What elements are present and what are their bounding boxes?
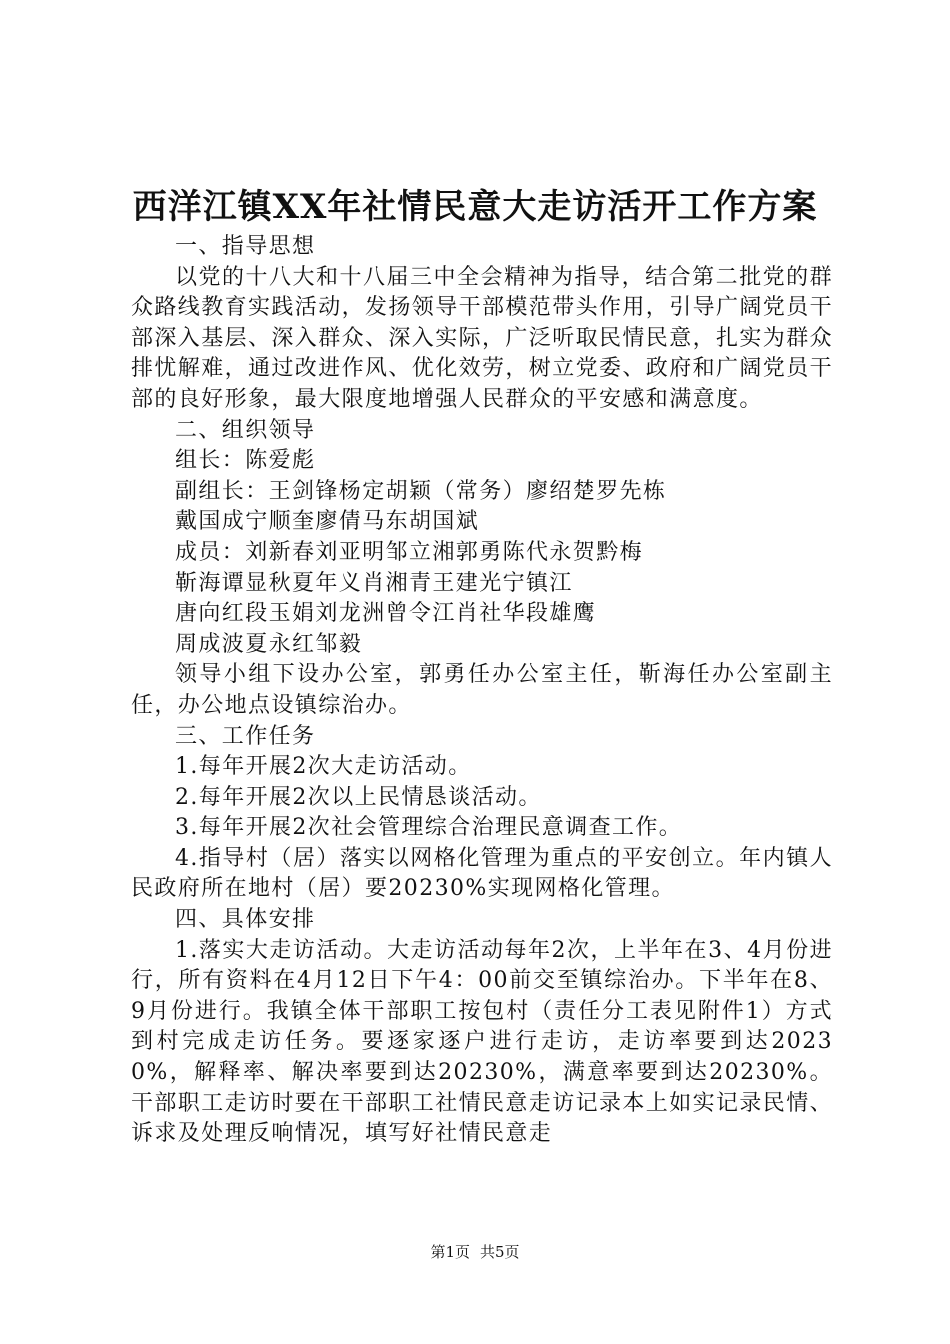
paragraph-members-cont-3: 周成波夏永红邹毅 xyxy=(175,631,363,657)
paragraph-office: 领导小组下设办公室，郭勇任办公室主任，靳海任办公室副主任，办公地点设镇综治办。 xyxy=(131,662,833,718)
paragraph-task-4: 4.指导村（居）落实以网格化管理为重点的平安创立。年内镇人民政府所在地村（居）要20230%实现网格化管理。 xyxy=(131,845,833,902)
paragraph-members: 成员：刘新春刘亚明邹立湘郭勇陈代永贺黔梅 xyxy=(175,539,644,565)
section-heading-tasks: 三、工作任务 xyxy=(175,723,316,749)
section-heading-guiding-thought: 一、指导思想 xyxy=(175,234,316,259)
section-heading-organization: 二、组织领导 xyxy=(175,417,316,443)
page-total: 共5页 xyxy=(480,1243,520,1261)
paragraph-deputy-leaders-cont: 戴国成宁顺奎廖倩马东胡国斌 xyxy=(175,509,480,535)
page-footer xyxy=(0,1242,950,1262)
paragraph-deputy-leaders: 副组长：王剑锋杨定胡颖（常务）廖绍楚罗先栋 xyxy=(175,478,667,504)
paragraph-task-2: 2.每年开展2次以上民情恳谈活动。 xyxy=(175,784,542,810)
page-number: 第1页 xyxy=(430,1243,470,1261)
document-body xyxy=(131,232,833,1150)
paragraph-group-leader: 组长：陈爱彪 xyxy=(175,448,316,474)
paragraph-arrangement-1: 1.落实大走访活动。大走访活动每年2次，上半年在3、4月份进行，所有资料在4月12日下午4：00前交至镇综治办。下半年在8、9月份进行。我镇全体干部职工按包村（责任分工表见附件1）方式到村完成走访任务。要逐家逐户进行走访，走访率要到达20230%，解释率、解决率要到达20230%，满意率要到达20230%。干部职工走访时要在干部职工社情民意走访记录本上如实记录民情、诉求及处理反响情况，填写好社情民意走 xyxy=(131,937,834,1147)
paragraph-task-3: 3.每年开展2次社会管理综合治理民意调查工作。 xyxy=(175,815,683,841)
paragraph-members-cont-1: 靳海谭显秋夏年义肖湘青王建光宁镇江 xyxy=(175,570,573,596)
paragraph-task-1: 1.每年开展2次大走访活动。 xyxy=(175,754,472,780)
paragraph-guiding-thought: 以党的十八大和十八届三中全会精神为指导，结合第二批党的群众路线教育实践活动，发扬领导干部模范带头作用，引导广阔党员干部深入基层、深入群众、深入实际，广泛听取民情民意，扎实为群众排忧解难，通过改进作风、优化效劳，树立党委、政府和广阔党员干部的良好形象，最大限度地增强人民群众的平安感和满意度。 xyxy=(131,264,834,412)
section-heading-arrangements: 四、具体安排 xyxy=(175,907,316,933)
paragraph-members-cont-2: 唐向红段玉娟刘龙洲曾令江肖社华段雄鹰 xyxy=(175,601,597,627)
page-title: 西洋江镇XX年社情民意大走访活开工作方案 xyxy=(132,187,818,227)
